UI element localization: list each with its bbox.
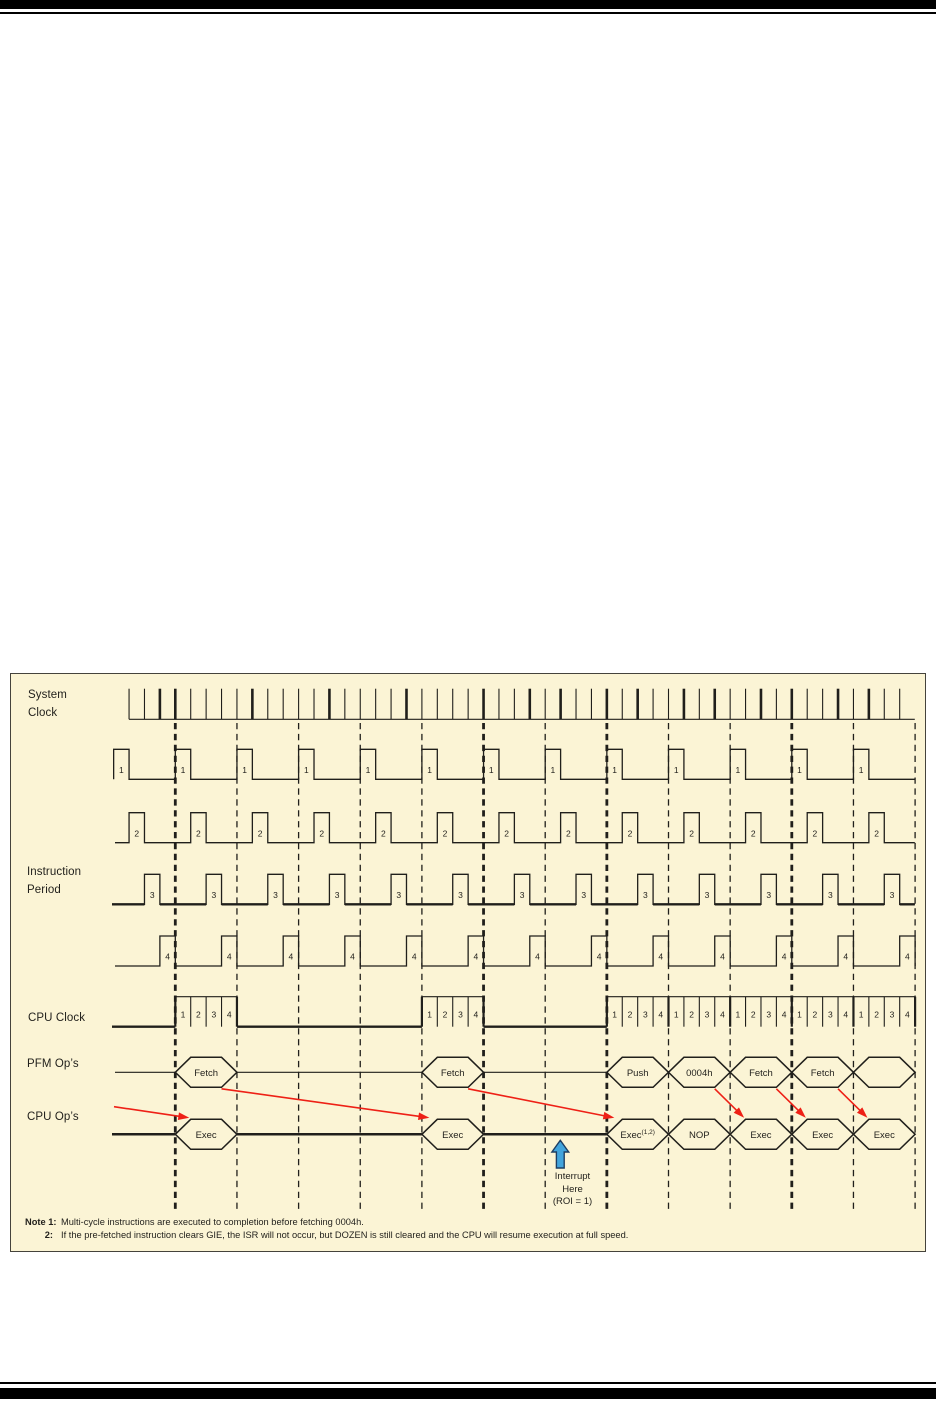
pfm-op-empty-hexagon bbox=[853, 1057, 915, 1087]
phase-3-pulse-label: 3 bbox=[704, 889, 710, 900]
note-1-label: Note 1: bbox=[25, 1217, 57, 1227]
phase-2-pulse-label: 2 bbox=[812, 828, 818, 839]
cpu-clock-cycle-label: 2 bbox=[874, 1009, 879, 1020]
phase-1-pulse-label: 1 bbox=[673, 764, 679, 775]
phase-3-pulse-label: 3 bbox=[211, 889, 217, 900]
phase-1-pulse-label: 1 bbox=[118, 764, 124, 775]
phase-4-pulse-label: 4 bbox=[350, 951, 355, 962]
cpu-clock-cycle-label: 2 bbox=[442, 1009, 448, 1020]
row-label-line: Period bbox=[27, 884, 61, 896]
cpu-op-nop-label: NOP bbox=[689, 1129, 710, 1141]
timing-diagram-figure bbox=[10, 673, 926, 1252]
phase-3-pulse-label: 3 bbox=[766, 889, 772, 900]
cpu-clock-cycle-label: 4 bbox=[781, 1009, 787, 1020]
row-label-line: CPU Clock bbox=[28, 1012, 86, 1024]
red-arrow-line bbox=[715, 1089, 740, 1114]
cpu-clock-cycle-label: 2 bbox=[196, 1009, 201, 1020]
cpu-clock-cycle-label: 1 bbox=[612, 1009, 617, 1020]
phase-1-pulse-label: 1 bbox=[427, 764, 432, 775]
cpu-clock-cycle-label: 2 bbox=[689, 1009, 694, 1020]
phase-2-pulse-label: 2 bbox=[442, 828, 448, 839]
instruction-phase-4-waveform bbox=[115, 936, 915, 966]
phase-1-pulse-label: 1 bbox=[488, 764, 494, 775]
cpu-op-exec-label: Exec$^{(1,2)}$ bbox=[620, 1128, 655, 1141]
phase-2-pulse-label: 2 bbox=[689, 828, 694, 839]
note-2-text: If the pre-fetched instruction clears GIE, the ISR will not occur, but DOZEN is still cleared and the CPU will resume execution at full speed. bbox=[61, 1230, 629, 1241]
phase-1-pulse-label: 1 bbox=[242, 764, 248, 775]
cpu-clock-cycle-label: 4 bbox=[720, 1009, 725, 1020]
cpu-clock-cycle-label: 4 bbox=[905, 1009, 910, 1020]
phase-4-pulse-label: 4 bbox=[288, 951, 294, 962]
phase-1-pulse-label: 1 bbox=[612, 764, 617, 775]
page-top-rule bbox=[0, 12, 936, 14]
row-label-line: System bbox=[28, 689, 67, 701]
red-arrow-head bbox=[603, 1112, 615, 1119]
interrupt-here-label bbox=[527, 1171, 618, 1209]
cpu-clock-cycle-label: 1 bbox=[180, 1009, 186, 1020]
cpu-clock-cycle-label: 4 bbox=[843, 1009, 849, 1020]
phase-1-pulse-label: 1 bbox=[797, 764, 802, 775]
cpu-op-exec-label: Exec bbox=[812, 1129, 834, 1141]
note-1 bbox=[25, 1216, 628, 1229]
phase-2-pulse-label: 2 bbox=[565, 828, 571, 839]
instruction-phase-2-waveform bbox=[115, 813, 915, 843]
pfm-op-fetch-label: Fetch bbox=[440, 1067, 465, 1079]
red-arrow-head bbox=[418, 1113, 429, 1121]
phase-3-pulse-label: 3 bbox=[643, 889, 648, 900]
cpu-clock-cycle-label: 3 bbox=[766, 1009, 772, 1020]
phase-4-pulse-label: 4 bbox=[720, 951, 725, 962]
cpu-clock-cycle-label: 3 bbox=[643, 1009, 648, 1020]
phase-4-pulse-label: 4 bbox=[658, 951, 664, 962]
phase-4-pulse-label: 4 bbox=[226, 951, 232, 962]
red-arrow-line bbox=[114, 1107, 183, 1117]
instruction-phase-3-waveform bbox=[115, 874, 915, 904]
interrupt-label-line: Here bbox=[562, 1183, 583, 1195]
cpu-clock-cycle-label: 3 bbox=[704, 1009, 710, 1020]
row-label-cpu-clock bbox=[28, 1009, 85, 1027]
cpu-clock-cycle-label: 4 bbox=[473, 1009, 479, 1020]
row-label-pfm-ops bbox=[27, 1055, 79, 1073]
phase-2-pulse-label: 2 bbox=[627, 828, 633, 839]
phase-4-pulse-label: 4 bbox=[411, 951, 417, 962]
phase-3-pulse-label: 3 bbox=[334, 889, 340, 900]
interrupt-label-line: Interrupt bbox=[554, 1171, 591, 1182]
cpu-op-exec-label: Exec bbox=[750, 1129, 772, 1141]
phase-2-pulse-label: 2 bbox=[319, 828, 325, 839]
phase-3-pulse-label: 3 bbox=[519, 889, 525, 900]
phase-4-pulse-label: 4 bbox=[905, 951, 910, 962]
red-arrow-line bbox=[838, 1089, 863, 1114]
cpu-clock-cycle-label: 1 bbox=[673, 1009, 679, 1020]
pfm-op-fetch-label: Fetch bbox=[749, 1067, 773, 1079]
phase-2-pulse-label: 2 bbox=[874, 828, 879, 839]
row-label-cpu-ops bbox=[27, 1108, 79, 1126]
pfm-op-push-label: Push bbox=[626, 1067, 649, 1079]
phase-3-pulse-label: 3 bbox=[889, 889, 895, 900]
row-label-line: Clock bbox=[28, 707, 58, 719]
cpu-clock-cycle-label: 2 bbox=[750, 1009, 756, 1020]
cpu-clock-cycle-label: 1 bbox=[858, 1009, 864, 1020]
row-label-instruction-period bbox=[27, 863, 81, 899]
cpu-clock-cycle-label: 3 bbox=[889, 1009, 895, 1020]
red-arrow-line bbox=[776, 1089, 801, 1114]
cpu-clock-cycle-label: 1 bbox=[797, 1009, 802, 1020]
pfm-op-fetch-label: Fetch bbox=[810, 1067, 835, 1079]
row-label-line: CPU Op’s bbox=[27, 1111, 79, 1123]
cpu-clock-cycle-label: 3 bbox=[211, 1009, 217, 1020]
row-label-system-clock bbox=[28, 686, 67, 722]
page-bottom-bar bbox=[0, 1388, 936, 1399]
phase-3-pulse-label: 3 bbox=[458, 889, 463, 900]
phase-2-pulse-label: 2 bbox=[257, 828, 263, 839]
phase-2-pulse-label: 2 bbox=[196, 828, 201, 839]
phase-4-pulse-label: 4 bbox=[473, 951, 479, 962]
phase-3-pulse-label: 3 bbox=[149, 889, 155, 900]
phase-1-pulse-label: 1 bbox=[303, 764, 309, 775]
phase-1-pulse-label: 1 bbox=[735, 764, 741, 775]
interrupt-label-line: (ROI = 1) bbox=[552, 1196, 593, 1208]
cpu-clock-cycle-label: 4 bbox=[658, 1009, 664, 1020]
cpu-clock-cycle-label: 3 bbox=[458, 1009, 463, 1020]
phase-3-pulse-label: 3 bbox=[396, 889, 402, 900]
figure-notes bbox=[25, 1216, 628, 1243]
phase-2-pulse-label: 2 bbox=[381, 828, 386, 839]
pfm-op-fetch-label: Fetch bbox=[194, 1067, 219, 1079]
row-label-line: PFM Op’s bbox=[27, 1058, 79, 1070]
note-2 bbox=[25, 1229, 628, 1242]
phase-4-pulse-label: 4 bbox=[843, 951, 849, 962]
phase-4-pulse-label: 4 bbox=[165, 951, 170, 962]
page-top-bar bbox=[0, 0, 936, 9]
red-arrow-line bbox=[468, 1089, 608, 1117]
cpu-clock-cycle-label: 4 bbox=[226, 1009, 232, 1020]
cpu-clock-cycle-label: 2 bbox=[627, 1009, 633, 1020]
row-label-line: Instruction bbox=[27, 866, 82, 878]
red-arrow-head bbox=[178, 1112, 189, 1120]
note-1-text: Multi-cycle instructions are executed to completion before fetching 0004h. bbox=[61, 1217, 364, 1227]
pfm-op-0004h-label: 0004h bbox=[686, 1067, 713, 1079]
phase-4-pulse-label: 4 bbox=[781, 951, 787, 962]
note-2-label: 2: bbox=[44, 1230, 53, 1241]
timing-diagram bbox=[112, 689, 915, 1209]
page-bottom-rule bbox=[0, 1382, 936, 1384]
phase-1-pulse-label: 1 bbox=[858, 764, 864, 775]
instruction-phase-1-waveform bbox=[114, 749, 915, 779]
phase-4-pulse-label: 4 bbox=[596, 951, 602, 962]
cpu-clock-cycle-label: 2 bbox=[812, 1009, 818, 1020]
cpu-op-exec-label: Exec bbox=[442, 1129, 464, 1141]
cpu-clock-cycle-label: 1 bbox=[735, 1009, 741, 1020]
phase-2-pulse-label: 2 bbox=[750, 828, 756, 839]
cpu-op-exec-label: Exec bbox=[873, 1129, 895, 1141]
phase-3-pulse-label: 3 bbox=[273, 889, 278, 900]
phase-3-pulse-label: 3 bbox=[581, 889, 587, 900]
phase-1-pulse-label: 1 bbox=[180, 764, 186, 775]
phase-2-pulse-label: 2 bbox=[504, 828, 510, 839]
phase-1-pulse-label: 1 bbox=[550, 764, 556, 775]
phase-1-pulse-label: 1 bbox=[365, 764, 371, 775]
red-arrow-line bbox=[222, 1089, 424, 1117]
phase-4-pulse-label: 4 bbox=[535, 951, 540, 962]
cpu-clock-cycle-label: 3 bbox=[827, 1009, 833, 1020]
phase-2-pulse-label: 2 bbox=[134, 828, 140, 839]
interrupt-up-arrow-icon bbox=[552, 1140, 569, 1168]
cpu-op-exec-label: Exec bbox=[195, 1129, 217, 1141]
phase-3-pulse-label: 3 bbox=[827, 889, 833, 900]
cpu-clock-cycle-label: 1 bbox=[427, 1009, 432, 1020]
timing-diagram-canvas bbox=[11, 674, 925, 1251]
